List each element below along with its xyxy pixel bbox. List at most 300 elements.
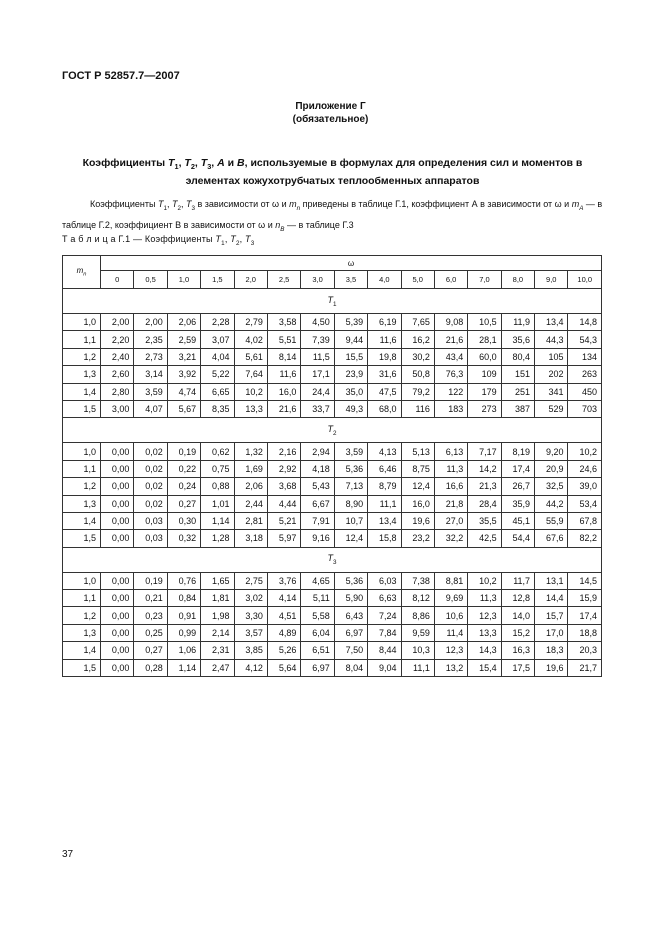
- table-cell: 0,00: [101, 590, 134, 607]
- table-cell: 13,3: [234, 400, 267, 417]
- table-row: [63, 314, 602, 331]
- table-cell: 1,01: [201, 495, 234, 512]
- table-cell: 2,44: [234, 495, 267, 512]
- table-cell: 2,06: [167, 314, 200, 331]
- table-cell: 1,14: [167, 659, 200, 676]
- table-row: [63, 348, 602, 365]
- table-cell: 8,90: [334, 495, 367, 512]
- table-cell: 8,19: [501, 443, 534, 460]
- table-cell: 18,3: [535, 642, 568, 659]
- table-cell: 19,6: [401, 512, 434, 529]
- table-cell: 9,59: [401, 624, 434, 641]
- table-cell: 6,65: [201, 383, 234, 400]
- table-cell: 8,35: [201, 400, 234, 417]
- table-cell: 0,23: [134, 607, 167, 624]
- column-header: 8,0: [501, 271, 534, 289]
- table-cell: 17,1: [301, 366, 334, 383]
- table-cell: 21,7: [568, 659, 602, 676]
- row-m-value: 1,1: [63, 590, 101, 607]
- table-cell: 2,59: [167, 331, 200, 348]
- table-row: [63, 590, 602, 607]
- table-cell: 5,36: [334, 460, 367, 477]
- table-cell: 3,59: [134, 383, 167, 400]
- table-cell: 21,8: [434, 495, 467, 512]
- table-cell: 387: [501, 400, 534, 417]
- table-cell: 10,2: [234, 383, 267, 400]
- section-title: Коэффициенты $T_1$, $T_2$, $T_3$, A и B, используемые в формулах для определения сил и моментов в элементах кожухотрубчатых теплообменных аппаратов: [82, 157, 583, 188]
- section-label: $T_3$: [63, 547, 602, 572]
- table-cell: 10,2: [468, 572, 501, 589]
- row-header: $m_n$: [63, 256, 101, 289]
- table-cell: 5,13: [401, 443, 434, 460]
- column-header: 7,0: [468, 271, 501, 289]
- table-cell: 1,14: [201, 512, 234, 529]
- table-cell: 6,97: [334, 624, 367, 641]
- table-cell: 7,24: [368, 607, 401, 624]
- section-label: $T_1$: [63, 289, 602, 314]
- table-cell: 0,03: [134, 530, 167, 547]
- table-cell: 82,2: [568, 530, 602, 547]
- column-header: 9,0: [535, 271, 568, 289]
- table-cell: 12,3: [434, 642, 467, 659]
- table-cell: 5,21: [267, 512, 300, 529]
- table-cell: 5,39: [334, 314, 367, 331]
- table-cell: 15,8: [368, 530, 401, 547]
- table-cell: 32,5: [535, 478, 568, 495]
- table-cell: 8,44: [368, 642, 401, 659]
- table-cell: 23,2: [401, 530, 434, 547]
- table-cell: 16,0: [267, 383, 300, 400]
- table-cell: 15,4: [468, 659, 501, 676]
- table-cell: 13,4: [368, 512, 401, 529]
- table-cell: 4,65: [301, 572, 334, 589]
- table-caption: Т а б л и ц а Г.1 — Коэффициенты $T_1$, $T_2$, $T_3$: [62, 234, 255, 247]
- section-label: $T_2$: [63, 418, 602, 443]
- table-cell: 4,51: [267, 607, 300, 624]
- table-cell: 273: [468, 400, 501, 417]
- table-cell: 11,7: [501, 572, 534, 589]
- column-header: 2,0: [234, 271, 267, 289]
- table-cell: 109: [468, 366, 501, 383]
- table-cell: 5,64: [267, 659, 300, 676]
- table-row: [63, 512, 602, 529]
- table-row: [63, 443, 602, 460]
- table-cell: 5,67: [167, 400, 200, 417]
- table-cell: 5,51: [267, 331, 300, 348]
- table-cell: 3,18: [234, 530, 267, 547]
- table-cell: 2,81: [234, 512, 267, 529]
- table-cell: 16,6: [434, 478, 467, 495]
- table-cell: 8,12: [401, 590, 434, 607]
- column-header: 1,0: [167, 271, 200, 289]
- table-cell: 35,0: [334, 383, 367, 400]
- table-cell: 6,63: [368, 590, 401, 607]
- row-m-value: 1,0: [63, 314, 101, 331]
- table-cell: 3,00: [101, 400, 134, 417]
- table-cell: 2,94: [301, 443, 334, 460]
- table-cell: 11,1: [368, 495, 401, 512]
- table-cell: 341: [535, 383, 568, 400]
- table-cell: 2,20: [101, 331, 134, 348]
- table-row: [63, 659, 602, 676]
- table-cell: 49,3: [334, 400, 367, 417]
- table-cell: 134: [568, 348, 602, 365]
- table-cell: 3,07: [201, 331, 234, 348]
- table-cell: 5,61: [234, 348, 267, 365]
- row-m-value: 1,5: [63, 659, 101, 676]
- row-m-value: 1,4: [63, 512, 101, 529]
- section-row: [63, 289, 602, 314]
- table-cell: 7,17: [468, 443, 501, 460]
- table-cell: 4,74: [167, 383, 200, 400]
- table-cell: 19,8: [368, 348, 401, 365]
- table-cell: 7,13: [334, 478, 367, 495]
- table-cell: 0,27: [167, 495, 200, 512]
- table-cell: 10,5: [468, 314, 501, 331]
- table-cell: 2,35: [134, 331, 167, 348]
- table-cell: 14,0: [501, 607, 534, 624]
- table-row: [63, 607, 602, 624]
- table-cell: 13,2: [434, 659, 467, 676]
- table-cell: 11,4: [434, 624, 467, 641]
- table-cell: 0,03: [134, 512, 167, 529]
- table-cell: 0,24: [167, 478, 200, 495]
- section-row: [63, 418, 602, 443]
- table-cell: 0,75: [201, 460, 234, 477]
- row-m-value: 1,0: [63, 572, 101, 589]
- table-cell: 10,7: [334, 512, 367, 529]
- table-cell: 6,43: [334, 607, 367, 624]
- table-cell: 2,92: [267, 460, 300, 477]
- table-cell: 31,6: [368, 366, 401, 383]
- table-cell: 5,11: [301, 590, 334, 607]
- table-cell: 6,97: [301, 659, 334, 676]
- table-cell: 4,50: [301, 314, 334, 331]
- appendix-title: Приложение Г: [295, 101, 366, 112]
- table-cell: 35,5: [468, 512, 501, 529]
- table-cell: 10,2: [568, 443, 602, 460]
- table-cell: 17,5: [501, 659, 534, 676]
- table-cell: 2,60: [101, 366, 134, 383]
- table-cell: 4,44: [267, 495, 300, 512]
- table-cell: 2,40: [101, 348, 134, 365]
- table-cell: 2,47: [201, 659, 234, 676]
- column-header: 5,0: [401, 271, 434, 289]
- table-cell: 28,4: [468, 495, 501, 512]
- table-row: [63, 572, 602, 589]
- table-cell: 6,04: [301, 624, 334, 641]
- table-cell: 7,64: [234, 366, 267, 383]
- row-m-value: 1,5: [63, 530, 101, 547]
- table-cell: 26,7: [501, 478, 534, 495]
- table-cell: 54,3: [568, 331, 602, 348]
- table-cell: 13,1: [535, 572, 568, 589]
- table-cell: 8,81: [434, 572, 467, 589]
- table-row: [63, 624, 602, 641]
- row-m-value: 1,1: [63, 460, 101, 477]
- table-cell: 11,3: [468, 590, 501, 607]
- table-cell: 60,0: [468, 348, 501, 365]
- table-cell: 6,51: [301, 642, 334, 659]
- table-cell: 39,0: [568, 478, 602, 495]
- row-m-value: 1,4: [63, 383, 101, 400]
- table-cell: 4,13: [368, 443, 401, 460]
- table-row: [63, 495, 602, 512]
- table-cell: 0,22: [167, 460, 200, 477]
- row-m-value: 1,2: [63, 478, 101, 495]
- table-cell: 68,0: [368, 400, 401, 417]
- table-cell: 53,4: [568, 495, 602, 512]
- table-cell: 529: [535, 400, 568, 417]
- column-header: 3,0: [301, 271, 334, 289]
- column-header: 6,0: [434, 271, 467, 289]
- table-cell: 7,39: [301, 331, 334, 348]
- section-row: [63, 547, 602, 572]
- column-header: 0,5: [134, 271, 167, 289]
- table-cell: 3,02: [234, 590, 267, 607]
- column-header: 0: [101, 271, 134, 289]
- table-cell: 0,02: [134, 495, 167, 512]
- table-cell: 3,85: [234, 642, 267, 659]
- table-cell: 14,8: [568, 314, 602, 331]
- table-cell: 0,00: [101, 478, 134, 495]
- table-cell: 3,57: [234, 624, 267, 641]
- table-cell: 9,04: [368, 659, 401, 676]
- table-cell: 76,3: [434, 366, 467, 383]
- table-cell: 14,5: [568, 572, 602, 589]
- table-cell: 3,14: [134, 366, 167, 383]
- table-cell: 2,31: [201, 642, 234, 659]
- table-cell: 7,38: [401, 572, 434, 589]
- table-cell: 9,44: [334, 331, 367, 348]
- column-header: 2,5: [267, 271, 300, 289]
- table-cell: 4,02: [234, 331, 267, 348]
- table-cell: 4,14: [267, 590, 300, 607]
- table-cell: 6,46: [368, 460, 401, 477]
- table-cell: 122: [434, 383, 467, 400]
- table-cell: 0,19: [167, 443, 200, 460]
- table-cell: 0,27: [134, 642, 167, 659]
- intro-paragraph: Коэффициенты $T_1$, $T_2$, $T_3$ в зависимости от ω и $m_n$ приведены в таблице Г.1, коэффициент А в зависимости от ω и $m_A$ — в таблице Г.2, коэффициент В в зависимости от ω и $n_B$ — в таблице Г.3: [62, 199, 603, 233]
- table-cell: 67,8: [568, 512, 602, 529]
- table-row: [63, 642, 602, 659]
- table-cell: 0,99: [167, 624, 200, 641]
- table-cell: 0,62: [201, 443, 234, 460]
- table-cell: 0,76: [167, 572, 200, 589]
- table-cell: 8,79: [368, 478, 401, 495]
- table-cell: 3,92: [167, 366, 200, 383]
- table-cell: 3,30: [234, 607, 267, 624]
- table-cell: 8,04: [334, 659, 367, 676]
- table-cell: 0,00: [101, 530, 134, 547]
- table-cell: 14,3: [468, 642, 501, 659]
- table-cell: 0,00: [101, 624, 134, 641]
- table-cell: 0,88: [201, 478, 234, 495]
- table-cell: 1,32: [234, 443, 267, 460]
- table-cell: 202: [535, 366, 568, 383]
- table-cell: 55,9: [535, 512, 568, 529]
- column-header: 3,5: [334, 271, 367, 289]
- table-cell: 0,28: [134, 659, 167, 676]
- column-header: 1,5: [201, 271, 234, 289]
- table-row: [63, 383, 602, 400]
- table-cell: 32,2: [434, 530, 467, 547]
- row-m-value: 1,0: [63, 443, 101, 460]
- page-number: 37: [62, 849, 74, 860]
- table-cell: 18,8: [568, 624, 602, 641]
- table-cell: 43,4: [434, 348, 467, 365]
- table-cell: 21,3: [468, 478, 501, 495]
- table-cell: 2,00: [134, 314, 167, 331]
- table-cell: 5,90: [334, 590, 367, 607]
- table-cell: 2,16: [267, 443, 300, 460]
- table-cell: 1,06: [167, 642, 200, 659]
- table-cell: 44,3: [535, 331, 568, 348]
- table-cell: 28,1: [468, 331, 501, 348]
- table-cell: 151: [501, 366, 534, 383]
- column-header: 10,0: [568, 271, 602, 289]
- table-cell: 3,21: [167, 348, 200, 365]
- table-cell: 6,13: [434, 443, 467, 460]
- table-cell: 3,59: [334, 443, 367, 460]
- table-cell: 1,28: [201, 530, 234, 547]
- table-cell: 45,1: [501, 512, 534, 529]
- table-cell: 0,02: [134, 443, 167, 460]
- row-m-value: 1,5: [63, 400, 101, 417]
- table-cell: 15,7: [535, 607, 568, 624]
- table-cell: 5,97: [267, 530, 300, 547]
- table-cell: 4,18: [301, 460, 334, 477]
- table-cell: 15,5: [334, 348, 367, 365]
- table-cell: 13,3: [468, 624, 501, 641]
- table-cell: 7,91: [301, 512, 334, 529]
- table-cell: 54,4: [501, 530, 534, 547]
- table-cell: 0,21: [134, 590, 167, 607]
- table-cell: 10,3: [401, 642, 434, 659]
- table-cell: 4,12: [234, 659, 267, 676]
- row-m-value: 1,4: [63, 642, 101, 659]
- table-cell: 0,84: [167, 590, 200, 607]
- table-cell: 4,04: [201, 348, 234, 365]
- table-cell: 450: [568, 383, 602, 400]
- table-cell: 24,6: [568, 460, 602, 477]
- table-cell: 6,19: [368, 314, 401, 331]
- table-cell: 0,00: [101, 443, 134, 460]
- row-m-value: 1,3: [63, 624, 101, 641]
- table-cell: 7,65: [401, 314, 434, 331]
- table-cell: 9,69: [434, 590, 467, 607]
- table-cell: 5,58: [301, 607, 334, 624]
- table-cell: 11,9: [501, 314, 534, 331]
- table-cell: 0,00: [101, 607, 134, 624]
- table-row: [63, 366, 602, 383]
- table-cell: 5,36: [334, 572, 367, 589]
- table-cell: 0,00: [101, 460, 134, 477]
- table-cell: 8,86: [401, 607, 434, 624]
- table-cell: 15,2: [501, 624, 534, 641]
- column-header: 4,0: [368, 271, 401, 289]
- table-cell: 0,02: [134, 478, 167, 495]
- table-cell: 2,14: [201, 624, 234, 641]
- table-cell: 47,5: [368, 383, 401, 400]
- table-cell: 3,68: [267, 478, 300, 495]
- table-cell: 9,20: [535, 443, 568, 460]
- table-cell: 16,2: [401, 331, 434, 348]
- table-cell: 23,9: [334, 366, 367, 383]
- table-cell: 9,08: [434, 314, 467, 331]
- row-m-value: 1,2: [63, 607, 101, 624]
- table-cell: 35,9: [501, 495, 534, 512]
- table-row: [63, 400, 602, 417]
- table-cell: 12,4: [401, 478, 434, 495]
- table-cell: 0,25: [134, 624, 167, 641]
- table-cell: 0,19: [134, 572, 167, 589]
- table-cell: 1,65: [201, 572, 234, 589]
- table-cell: 67,6: [535, 530, 568, 547]
- table-cell: 3,58: [267, 314, 300, 331]
- table-cell: 21,6: [267, 400, 300, 417]
- table-cell: 17,4: [568, 607, 602, 624]
- table-cell: 0,02: [134, 460, 167, 477]
- table-cell: 251: [501, 383, 534, 400]
- table-cell: 0,91: [167, 607, 200, 624]
- table-cell: 703: [568, 400, 602, 417]
- table-cell: 8,75: [401, 460, 434, 477]
- table-cell: 42,5: [468, 530, 501, 547]
- table-row: [63, 478, 602, 495]
- table-cell: 12,3: [468, 607, 501, 624]
- table-cell: 10,6: [434, 607, 467, 624]
- table-cell: 11,6: [267, 366, 300, 383]
- table-cell: 44,2: [535, 495, 568, 512]
- table-cell: 1,69: [234, 460, 267, 477]
- table-cell: 5,43: [301, 478, 334, 495]
- table-cell: 5,26: [267, 642, 300, 659]
- table-row: [63, 530, 602, 547]
- table-cell: 2,79: [234, 314, 267, 331]
- table-cell: 183: [434, 400, 467, 417]
- table-cell: 7,50: [334, 642, 367, 659]
- table-cell: 2,80: [101, 383, 134, 400]
- table-cell: 3,76: [267, 572, 300, 589]
- table-cell: 24,4: [301, 383, 334, 400]
- table-cell: 105: [535, 348, 568, 365]
- table-cell: 1,81: [201, 590, 234, 607]
- coefficients-table: [62, 255, 602, 677]
- table-cell: 30,2: [401, 348, 434, 365]
- table-cell: 50,8: [401, 366, 434, 383]
- table-cell: 2,00: [101, 314, 134, 331]
- table-cell: 14,2: [468, 460, 501, 477]
- table-cell: 8,14: [267, 348, 300, 365]
- table-cell: 11,3: [434, 460, 467, 477]
- table-cell: 27,0: [434, 512, 467, 529]
- table-cell: 35,6: [501, 331, 534, 348]
- table-cell: 0,00: [101, 642, 134, 659]
- table-cell: 1,98: [201, 607, 234, 624]
- row-m-value: 1,3: [63, 495, 101, 512]
- table-cell: 21,6: [434, 331, 467, 348]
- table-cell: 6,03: [368, 572, 401, 589]
- table-cell: 20,9: [535, 460, 568, 477]
- table-row: [63, 331, 602, 348]
- table-cell: 0,00: [101, 512, 134, 529]
- table-cell: 20,3: [568, 642, 602, 659]
- table-cell: 0,30: [167, 512, 200, 529]
- table-cell: 16,0: [401, 495, 434, 512]
- table-cell: 11,6: [368, 331, 401, 348]
- table-cell: 4,07: [134, 400, 167, 417]
